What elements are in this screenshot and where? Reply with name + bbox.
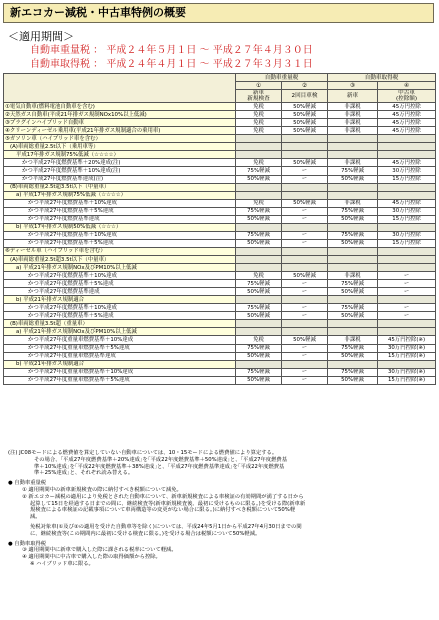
used-car-value: 45万円控除(※)	[378, 336, 436, 344]
used-car-value: 30万円控除	[378, 167, 436, 175]
new-car-value: 非課税	[328, 111, 378, 119]
new-car-value: 非課税	[328, 127, 378, 135]
acquisition-tax-period: 自動車取得税 ： 平成２４年４月１日 ～ 平成２７年３月３１日	[30, 59, 313, 70]
empty-cell	[282, 320, 328, 328]
new-car-value: 非課税	[328, 199, 378, 207]
table-row	[4, 312, 436, 320]
table-row	[4, 247, 436, 255]
new-car-value: 50%軽減	[328, 215, 378, 223]
table-row	[4, 183, 436, 191]
empty-cell	[282, 255, 328, 263]
row-label: かつ平成27年度重量車燃費基準＋5%達成	[4, 344, 236, 352]
second-inspection-value: ー	[282, 288, 328, 296]
table-row	[4, 215, 436, 223]
new-inspection-value: 免税	[236, 336, 282, 344]
empty-cell	[236, 191, 282, 199]
table-row	[4, 199, 436, 207]
note-line: 起算して15日を経過する日までの間に、継続検査等(新車新規検査後、最初に受けるものに限る。)を受ける際(新車新	[30, 500, 306, 507]
second-inspection-value: ー	[282, 280, 328, 288]
row-label: かつ平成27年度燃費基準達成	[4, 288, 236, 296]
note-line: 減。	[30, 514, 41, 521]
empty-cell	[236, 360, 282, 368]
section-weight-tax: ● 自動車重量税	[8, 480, 47, 487]
empty-cell	[282, 264, 328, 272]
new-car-value: 非課税	[328, 272, 378, 280]
empty-cell	[378, 296, 436, 304]
empty-cell	[236, 255, 282, 263]
row-label: かつ平成27年度重量車燃費基準＋5%達成	[4, 376, 236, 384]
row-label: a) 平成17年排ガス規制75%低減（☆☆☆☆）	[4, 191, 236, 199]
header-blank	[4, 74, 236, 103]
second-inspection-value: ー	[282, 175, 328, 183]
new-inspection-value: 免税	[236, 127, 282, 135]
row-label: (B)車両総重量2.5t超3.5t以下（中量車）	[4, 183, 236, 191]
empty-cell	[328, 320, 378, 328]
note-line: 準＋10%達成｣を｢平成22年度燃費基準＋38%達成｣と、｢平成27年度燃費基準達成｣を｢平成22年度燃費基	[34, 463, 285, 470]
note-line: 免税対象車(①及び②の適用を受けた自動車等を除く)については、平成24年5月1日から平成27年4月30日までの間	[30, 523, 302, 530]
empty-cell	[236, 151, 282, 159]
second-inspection-value: 50%軽減	[282, 119, 328, 127]
header-new-inspection: 新車 新規検査	[236, 90, 282, 103]
new-inspection-value: 75%軽減	[236, 167, 282, 175]
empty-cell	[378, 264, 436, 272]
row-label: b) 平成21年排ガス規制適合	[4, 296, 236, 304]
row-label: b) 平成17年排ガス規制50%低減（☆☆☆）	[4, 223, 236, 231]
note-line: ※ ハイブリッド車に限る。	[30, 560, 94, 567]
table-row	[4, 264, 436, 272]
header-second-inspection: 2回目車検	[282, 90, 328, 103]
table-row	[4, 167, 436, 175]
empty-cell	[236, 247, 282, 255]
new-inspection-value: 75%軽減	[236, 304, 282, 312]
empty-cell	[378, 320, 436, 328]
used-car-value: 45万円控除	[378, 127, 436, 135]
page-title: 新エコカー減税・中古車特例の概要	[3, 3, 434, 23]
section-acquisition-tax: ● 自動車取得税	[8, 540, 47, 547]
table-row	[4, 360, 436, 368]
empty-cell	[378, 151, 436, 159]
row-label: (A)車両総重量2.5t以下（乗用車等）	[4, 143, 236, 151]
table-row	[4, 143, 436, 151]
row-label: ⑤ガソリン車（ハイブリッド車を含む）	[4, 135, 236, 143]
used-car-value: 15万円控除(※)	[378, 376, 436, 384]
second-inspection-value: 50%軽減	[282, 336, 328, 344]
empty-cell	[282, 151, 328, 159]
new-inspection-value: 50%軽減	[236, 239, 282, 247]
table-row	[4, 328, 436, 336]
new-inspection-value: 75%軽減	[236, 368, 282, 376]
new-inspection-value: 50%軽減	[236, 352, 282, 360]
note-line: に、継続検査等(この期間内に最初に受ける検査に限る。)を受ける場合は税額について50%軽減。	[30, 530, 261, 537]
used-car-value: 45万円控除	[378, 103, 436, 111]
used-car-value: 45万円控除	[378, 119, 436, 127]
new-inspection-value: 免税	[236, 199, 282, 207]
note-line: ② 新エコカー減税の適用により免税とされた自動車について、新車新規検査による車検証の有効期間が満了する日から	[22, 493, 304, 500]
new-inspection-value: 50%軽減	[236, 376, 282, 384]
row-label: (A)車両総重量2.5t超3.5t以下（中量車）	[4, 255, 236, 263]
note-line: ④ 適用期間中に中古車で購入した際の取得価額から控除。	[22, 554, 161, 561]
new-car-value: 非課税	[328, 103, 378, 111]
empty-cell	[328, 255, 378, 263]
new-car-value: 75%軽減	[328, 231, 378, 239]
row-label: ②天然ガス自動車(平成21年排ガス規制NOx10%以上低減)	[4, 111, 236, 119]
second-inspection-value: ー	[282, 215, 328, 223]
new-inspection-value: 50%軽減	[236, 175, 282, 183]
empty-cell	[328, 328, 378, 336]
table-row	[4, 344, 436, 352]
new-car-value: 非課税	[328, 119, 378, 127]
new-car-value: 75%軽減	[328, 280, 378, 288]
used-car-value: 45万円控除	[378, 111, 436, 119]
table-row	[4, 191, 436, 199]
note-line: ① 適用期間中の新車新規検査の際に納付すべき税額について減免。	[22, 486, 182, 493]
empty-cell	[378, 223, 436, 231]
second-inspection-value: ー	[282, 344, 328, 352]
empty-cell	[328, 183, 378, 191]
used-car-value: ー	[378, 280, 436, 288]
period-heading: ＜適用期間＞	[8, 30, 74, 43]
row-label: 平成17年排ガス規制75%低減（☆☆☆☆）	[4, 151, 236, 159]
new-car-value: 50%軽減	[328, 352, 378, 360]
empty-cell	[378, 135, 436, 143]
table-row	[4, 159, 436, 167]
header-num-3: ③	[328, 82, 378, 90]
note-line: その場合、｢平成27年度燃費基準＋20%達成｣を｢平成22年度燃費基準＋50%達成｣と、｢平成27年度燃費基	[34, 456, 287, 463]
second-inspection-value: 50%軽減	[282, 111, 328, 119]
header-num-4: ④	[378, 82, 436, 90]
new-inspection-value: 75%軽減	[236, 280, 282, 288]
table-row	[4, 296, 436, 304]
new-inspection-value: 免税	[236, 159, 282, 167]
note-line: ③ 適用期間中に新車で購入した際に課される税率について軽減。	[22, 547, 177, 554]
table-row	[4, 151, 436, 159]
used-car-value: ー	[378, 312, 436, 320]
empty-cell	[282, 247, 328, 255]
used-car-value: 15万円控除	[378, 239, 436, 247]
empty-cell	[282, 223, 328, 231]
second-inspection-value: 50%軽減	[282, 103, 328, 111]
header-weight-tax: 自動車重量税	[236, 74, 328, 82]
empty-cell	[236, 135, 282, 143]
empty-cell	[282, 328, 328, 336]
row-label: かつ平成27年度燃費基準＋10%達成	[4, 272, 236, 280]
table-row	[4, 111, 436, 119]
tax-table-body	[4, 103, 436, 385]
new-car-value: 50%軽減	[328, 239, 378, 247]
new-car-value: 75%軽減	[328, 344, 378, 352]
empty-cell	[378, 328, 436, 336]
second-inspection-value: ー	[282, 312, 328, 320]
second-inspection-value: 50%軽減	[282, 159, 328, 167]
table-row	[4, 280, 436, 288]
row-label: かつ平成27年度燃費基準＋10%達成(注)	[4, 167, 236, 175]
empty-cell	[282, 360, 328, 368]
empty-cell	[236, 320, 282, 328]
row-label: ⑥ディーゼル車（ハイブリッド車を含む）	[4, 247, 236, 255]
new-car-value: 75%軽減	[328, 207, 378, 215]
empty-cell	[378, 247, 436, 255]
used-car-value: 45万円控除	[378, 159, 436, 167]
note-line: (注) JC08モードによる燃費値を算定していない自動車については、10・15モードによる燃費値により算定する。	[8, 450, 278, 456]
row-label: かつ平成27年度燃費基準達成(注)	[4, 175, 236, 183]
new-car-value: 50%軽減	[328, 312, 378, 320]
used-car-value: 30万円控除(※)	[378, 368, 436, 376]
second-inspection-value: 50%軽減	[282, 127, 328, 135]
table-row	[4, 207, 436, 215]
second-inspection-value: ー	[282, 207, 328, 215]
table-row	[4, 231, 436, 239]
used-car-value: 15万円控除	[378, 175, 436, 183]
second-inspection-value: ー	[282, 239, 328, 247]
new-inspection-value: 50%軽減	[236, 288, 282, 296]
second-inspection-value: 50%軽減	[282, 272, 328, 280]
empty-cell	[328, 223, 378, 231]
table-row	[4, 119, 436, 127]
empty-cell	[328, 191, 378, 199]
row-label: かつ平成27年度燃費基準＋20%達成(注)	[4, 159, 236, 167]
empty-cell	[378, 255, 436, 263]
empty-cell	[328, 296, 378, 304]
empty-cell	[236, 143, 282, 151]
table-row	[4, 255, 436, 263]
empty-cell	[378, 360, 436, 368]
row-label: かつ平成27年度燃費基準＋10%達成	[4, 199, 236, 207]
empty-cell	[282, 296, 328, 304]
used-car-value: 15万円控除(※)	[378, 352, 436, 360]
table-row	[4, 127, 436, 135]
empty-cell	[328, 360, 378, 368]
table-row	[4, 135, 436, 143]
notes-section	[8, 450, 430, 568]
new-car-value: 50%軽減	[328, 376, 378, 384]
table-row	[4, 223, 436, 231]
empty-cell	[378, 183, 436, 191]
table-row	[4, 288, 436, 296]
row-label: かつ平成27年度燃費基準＋10%達成	[4, 304, 236, 312]
header-acquisition-tax: 自動車取得税	[328, 74, 436, 82]
used-car-value: ー	[378, 272, 436, 280]
header-num-2: ②	[282, 82, 328, 90]
row-label: かつ平成27年度燃費基準＋5%達成	[4, 207, 236, 215]
row-label: かつ平成27年度燃費基準＋5%達成	[4, 239, 236, 247]
new-inspection-value: 50%軽減	[236, 312, 282, 320]
table-row	[4, 336, 436, 344]
header-num-1: ①	[236, 82, 282, 90]
new-car-value: 75%軽減	[328, 368, 378, 376]
empty-cell	[378, 143, 436, 151]
new-car-value: 75%軽減	[328, 304, 378, 312]
header-used-car: 中古車 (控除額)	[378, 90, 436, 103]
used-car-value: ー	[378, 304, 436, 312]
row-label: かつ平成27年度重量車燃費基準達成	[4, 352, 236, 360]
empty-cell	[328, 143, 378, 151]
row-label: かつ平成27年度燃費基準＋5%達成	[4, 280, 236, 288]
row-label: (B)車両総重量3.5t超（重量車）	[4, 320, 236, 328]
empty-cell	[328, 264, 378, 272]
note-line: 準＋25%達成｣と、それぞれ読み替える。	[34, 470, 134, 477]
note-line: 規検査による車検証の記載事項について車両構造等の変更がない場合に限る。)に納付すべき税額について50%軽	[30, 507, 296, 514]
used-car-value: 30万円控除	[378, 207, 436, 215]
empty-cell	[378, 191, 436, 199]
used-car-value: 30万円控除	[378, 231, 436, 239]
empty-cell	[282, 191, 328, 199]
table-row	[4, 352, 436, 360]
new-inspection-value: 75%軽減	[236, 344, 282, 352]
empty-cell	[236, 264, 282, 272]
row-label: b) 平成21年排ガス規制適合	[4, 360, 236, 368]
empty-cell	[328, 135, 378, 143]
new-inspection-value: 75%軽減	[236, 231, 282, 239]
new-inspection-value: 免税	[236, 111, 282, 119]
table-row	[4, 376, 436, 384]
used-car-value: 30万円控除(※)	[378, 344, 436, 352]
empty-cell	[236, 223, 282, 231]
table-row	[4, 175, 436, 183]
empty-cell	[328, 247, 378, 255]
second-inspection-value: ー	[282, 352, 328, 360]
row-label: かつ平成27年度燃費基準＋5%達成	[4, 312, 236, 320]
new-inspection-value: 免税	[236, 272, 282, 280]
eco-car-tax-table	[3, 73, 435, 385]
second-inspection-value: ー	[282, 368, 328, 376]
row-label: a) 平成21年排ガス規制NOx及びPM10%以上低減	[4, 328, 236, 336]
empty-cell	[282, 135, 328, 143]
row-label: ③プラグインハイブリッド自動車	[4, 119, 236, 127]
second-inspection-value: ー	[282, 376, 328, 384]
new-car-value: 75%軽減	[328, 167, 378, 175]
used-car-value: 15万円控除	[378, 215, 436, 223]
table-row	[4, 304, 436, 312]
weight-tax-period: 自動車重量税 ： 平成２４年５月１日 ～ 平成２７年４月３０日	[30, 45, 313, 56]
used-car-value: ー	[378, 288, 436, 296]
second-inspection-value: ー	[282, 167, 328, 175]
empty-cell	[236, 296, 282, 304]
new-car-value: 50%軽減	[328, 288, 378, 296]
new-car-value: 非課税	[328, 336, 378, 344]
row-label: a) 平成21年排ガス規制NOx及びPM10%以上低減	[4, 264, 236, 272]
row-label: かつ平成27年度燃費基準達成	[4, 215, 236, 223]
new-inspection-value: 50%軽減	[236, 215, 282, 223]
empty-cell	[282, 183, 328, 191]
second-inspection-value: ー	[282, 231, 328, 239]
table-row	[4, 272, 436, 280]
new-car-value: 50%軽減	[328, 175, 378, 183]
new-inspection-value: 75%軽減	[236, 207, 282, 215]
empty-cell	[328, 151, 378, 159]
row-label: かつ平成27年度重量車燃費基準＋10%達成	[4, 336, 236, 344]
second-inspection-value: 50%軽減	[282, 199, 328, 207]
second-inspection-value: ー	[282, 304, 328, 312]
row-label: ④クリーンディーゼル乗用車(平成21年排ガス規制適合の乗用車)	[4, 127, 236, 135]
empty-cell	[236, 183, 282, 191]
used-car-value: 45万円控除	[378, 199, 436, 207]
tax-table	[3, 73, 436, 385]
row-label: ①電気自動車(燃料電池自動車を含む)	[4, 103, 236, 111]
table-row	[4, 103, 436, 111]
table-row	[4, 320, 436, 328]
header-new-car: 新車	[328, 90, 378, 103]
new-inspection-value: 免税	[236, 103, 282, 111]
table-row	[4, 368, 436, 376]
empty-cell	[282, 143, 328, 151]
empty-cell	[236, 328, 282, 336]
row-label: かつ平成27年度重量車燃費基準＋10%達成	[4, 368, 236, 376]
new-car-value: 非課税	[328, 159, 378, 167]
row-label: かつ平成27年度燃費基準＋10%達成	[4, 231, 236, 239]
new-inspection-value: 免税	[236, 119, 282, 127]
table-row	[4, 239, 436, 247]
